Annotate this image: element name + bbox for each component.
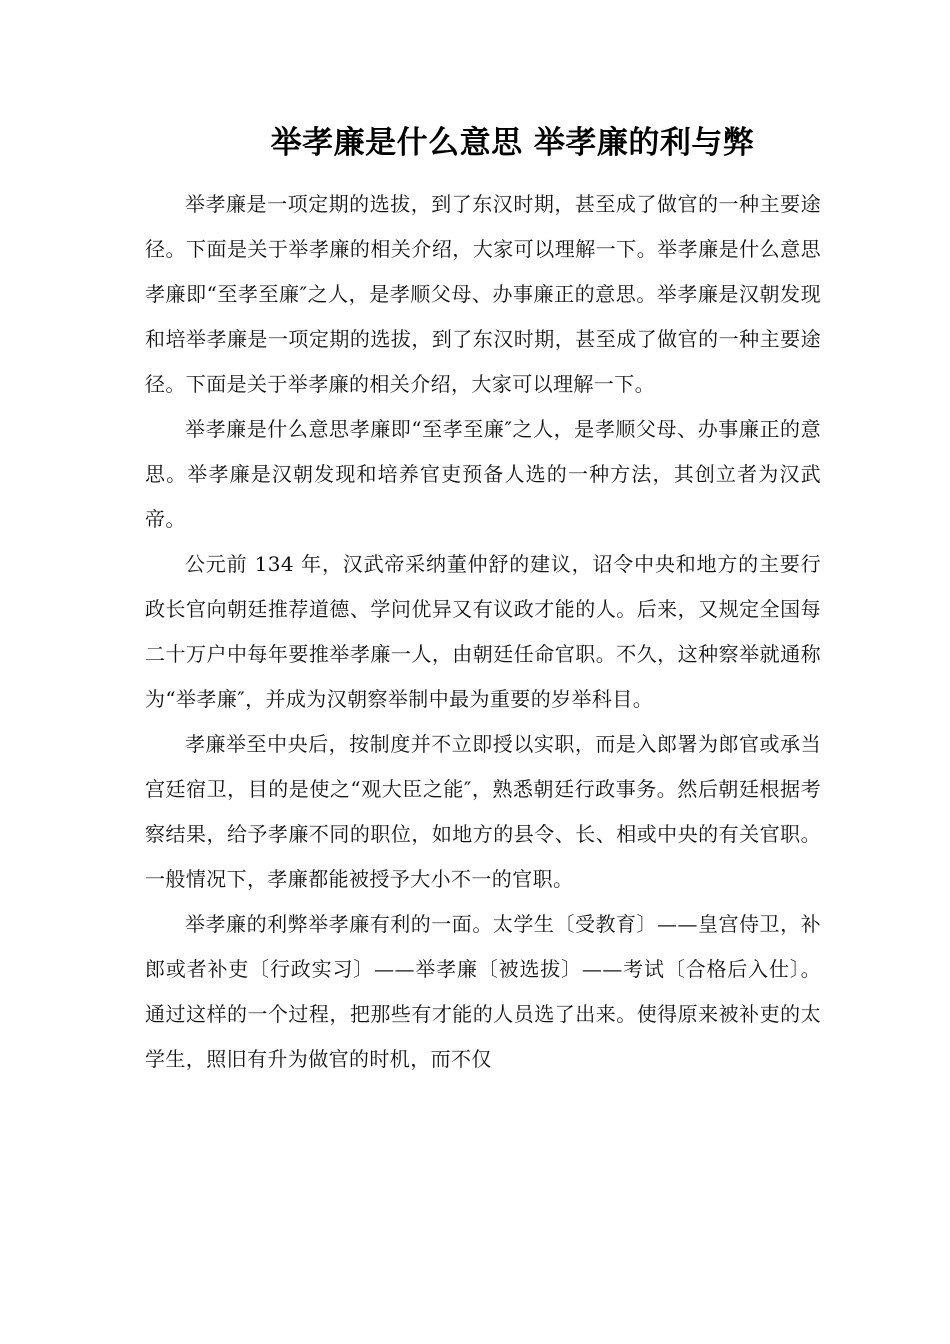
paragraph-3: 公元前 134 年，汉武帝采纳董仲舒的建议，诏令中央和地方的主要行政长官向朝廷推荐道德、学问优异又有议政才能的人。后来，又规定全国每二十万户中每年要推举孝廉一人，由朝廷任命官职。不久，这种察举就通称为“举孝廉″，并成为汉朝察举制中最为重要的岁举科目。 — [145, 552, 821, 711]
document-title: 举孝廉是什么意思 举孝廉的利与弊 — [270, 125, 755, 161]
paragraph-5: 举孝廉的利弊举孝廉有利的一面。太学生〔受教育〕——皇宫侍卫，补郎或者补吏〔行政实习〕——举孝廉〔被选拔〕——考试〔合格后入仕〕。通过这样的一个过程，把那些有才能的人员选了出来。使得原来被补吏的太学生，照旧有升为做官的时机，而不仅 — [145, 912, 821, 1071]
paragraph-1: 举孝廉是一项定期的选拔，到了东汉时期，甚至成了做官的一种主要途径。下面是关于举孝廉的相关介绍，大家可以理解一下。举孝廉是什么意思孝廉即“至孝至廉″之人，是孝顺父母、办事廉正的意思。举孝廉是汉朝发现和培举孝廉是一项定期的选拔，到了东汉时期，甚至成了做官的一种主要途径。下面是关于举孝廉的相关介绍，大家可以理解一下。 — [145, 192, 821, 396]
document-body — [145, 182, 821, 1082]
paragraph-4: 孝廉举至中央后，按制度并不立即授以实职，而是入郎署为郎官或承当宫廷宿卫，目的是使之“观大臣之能″，熟悉朝廷行政事务。然后朝廷根据考察结果，给予孝廉不同的职位，如地方的县令、长、相或中央的有关官职。一般情况下，孝廉都能被授予大小不一的官职。 — [145, 732, 821, 891]
paragraph-2: 举孝廉是什么意思孝廉即“至孝至廉″之人，是孝顺父母、办事廉正的意思。举孝廉是汉朝发现和培养官吏预备人选的一种方法，其创立者为汉武帝。 — [145, 417, 821, 531]
